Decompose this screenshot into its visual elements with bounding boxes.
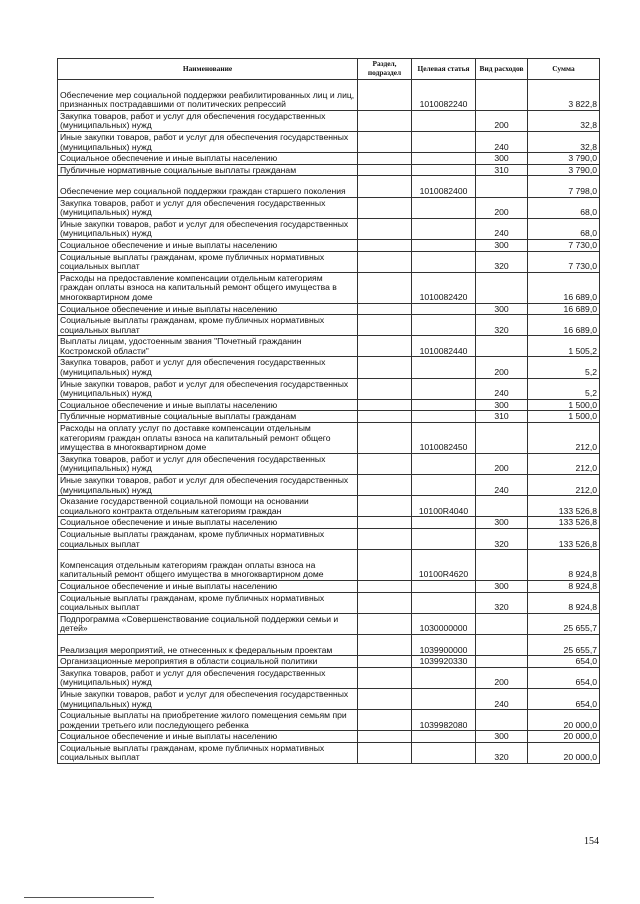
- cell-article: [412, 580, 476, 592]
- table-row: [58, 164, 600, 176]
- cell-name: Иные закупки товаров, работ и услуг для обеспечения государственных (муниципальных) нужд: [58, 688, 358, 709]
- cell-article: [412, 153, 476, 165]
- cell-sum: 8 924,8: [528, 592, 600, 613]
- cell-name: Социальные выплаты гражданам, кроме публичных нормативных социальных выплат: [58, 251, 358, 272]
- cell-article: 1039900000: [412, 634, 476, 655]
- cell-sum: 133 526,8: [528, 517, 600, 529]
- cell-sum: 7 730,0: [528, 239, 600, 251]
- table-row: [58, 550, 600, 581]
- table-row: [58, 218, 600, 239]
- table-header: [58, 59, 600, 80]
- cell-sum: 3 822,8: [528, 80, 600, 111]
- cell-section: [358, 272, 412, 303]
- table-row: [58, 592, 600, 613]
- table-row: [58, 688, 600, 709]
- table-row: [58, 357, 600, 378]
- cell-name: Иные закупки товаров, работ и услуг для обеспечения государственных (муниципальных) нужд: [58, 378, 358, 399]
- cell-section: [358, 423, 412, 454]
- cell-article: 1039982080: [412, 710, 476, 731]
- cell-section: [358, 688, 412, 709]
- cell-section: [358, 251, 412, 272]
- cell-name: Социальное обеспечение и иные выплаты населению: [58, 303, 358, 315]
- cell-name: Социальные выплаты гражданам, кроме публичных нормативных социальных выплат: [58, 315, 358, 336]
- cell-name: Закупка товаров, работ и услуг для обеспечения государственных (муниципальных) нужд: [58, 110, 358, 131]
- table-row: [58, 251, 600, 272]
- cell-article: [412, 399, 476, 411]
- cell-type: 300: [476, 399, 528, 411]
- table-row: [58, 710, 600, 731]
- cell-type: 200: [476, 357, 528, 378]
- cell-article: [412, 667, 476, 688]
- cell-sum: 7 730,0: [528, 251, 600, 272]
- cell-type: 300: [476, 517, 528, 529]
- cell-type: 320: [476, 315, 528, 336]
- cell-name: Закупка товаров, работ и услуг для обеспечения государственных (муниципальных) нужд: [58, 357, 358, 378]
- cell-sum: 5,2: [528, 357, 600, 378]
- cell-article: [412, 517, 476, 529]
- cell-section: [358, 667, 412, 688]
- header-article: Целевая статья: [412, 59, 476, 80]
- table-row: [58, 580, 600, 592]
- cell-type: [476, 634, 528, 655]
- cell-section: [358, 378, 412, 399]
- cell-sum: 16 689,0: [528, 303, 600, 315]
- cell-type: 200: [476, 197, 528, 218]
- cell-section: [358, 153, 412, 165]
- cell-section: [358, 239, 412, 251]
- header-sum: Сумма: [528, 59, 600, 80]
- cell-name: Закупка товаров, работ и услуг для обеспечения государственных (муниципальных) нужд: [58, 197, 358, 218]
- table-body: [58, 80, 600, 764]
- cell-name: Иные закупки товаров, работ и услуг для обеспечения государственных (муниципальных) нужд: [58, 218, 358, 239]
- cell-article: [412, 110, 476, 131]
- cell-sum: 3 790,0: [528, 153, 600, 165]
- cell-sum: 20 000,0: [528, 731, 600, 743]
- header-name: Наименование: [58, 59, 358, 80]
- header-type: Вид расходов: [476, 59, 528, 80]
- cell-article: [412, 315, 476, 336]
- cell-article: 1010082440: [412, 336, 476, 357]
- cell-name: Организационные мероприятия в области социальной политики: [58, 656, 358, 668]
- cell-sum: 20 000,0: [528, 742, 600, 763]
- table-row: [58, 197, 600, 218]
- footer-rule: [24, 897, 154, 898]
- cell-sum: 1 505,2: [528, 336, 600, 357]
- table-row: [58, 399, 600, 411]
- table-row: [58, 453, 600, 474]
- cell-type: [476, 496, 528, 517]
- table-row: [58, 336, 600, 357]
- cell-sum: 16 689,0: [528, 272, 600, 303]
- cell-article: 1010082450: [412, 423, 476, 454]
- cell-name: Реализация мероприятий, не отнесенных к федеральным проектам: [58, 634, 358, 655]
- cell-article: [412, 528, 476, 549]
- table-row: [58, 656, 600, 668]
- cell-article: 10100R4620: [412, 550, 476, 581]
- cell-sum: 5,2: [528, 378, 600, 399]
- cell-type: 320: [476, 251, 528, 272]
- cell-name: Иные закупки товаров, работ и услуг для обеспечения государственных (муниципальных) нужд: [58, 475, 358, 496]
- cell-sum: 212,0: [528, 423, 600, 454]
- cell-type: 240: [476, 378, 528, 399]
- cell-section: [358, 528, 412, 549]
- cell-type: [476, 550, 528, 581]
- cell-type: 310: [476, 164, 528, 176]
- cell-sum: 3 790,0: [528, 164, 600, 176]
- table-row: [58, 110, 600, 131]
- budget-table: [57, 58, 600, 764]
- cell-name: Социальное обеспечение и иные выплаты населению: [58, 517, 358, 529]
- cell-type: 320: [476, 528, 528, 549]
- cell-article: [412, 131, 476, 152]
- cell-name: Оказание государственной социальной помощи на основании социального контракта отдельным категориям граждан: [58, 496, 358, 517]
- cell-section: [358, 218, 412, 239]
- table-row: [58, 411, 600, 423]
- table-row: [58, 517, 600, 529]
- cell-sum: 654,0: [528, 667, 600, 688]
- cell-type: [476, 80, 528, 111]
- cell-article: [412, 742, 476, 763]
- table-row: [58, 131, 600, 152]
- cell-name: Социальное обеспечение и иные выплаты населению: [58, 731, 358, 743]
- cell-article: [412, 592, 476, 613]
- table-row: [58, 272, 600, 303]
- cell-section: [358, 634, 412, 655]
- cell-sum: 32,8: [528, 131, 600, 152]
- cell-type: 320: [476, 592, 528, 613]
- cell-name: Социальное обеспечение и иные выплаты населению: [58, 239, 358, 251]
- cell-section: [358, 411, 412, 423]
- cell-article: [412, 197, 476, 218]
- cell-section: [358, 399, 412, 411]
- table-row: [58, 475, 600, 496]
- cell-type: 240: [476, 475, 528, 496]
- cell-section: [358, 475, 412, 496]
- cell-article: [412, 303, 476, 315]
- cell-type: 320: [476, 742, 528, 763]
- cell-article: 1030000000: [412, 613, 476, 634]
- cell-name: Социальное обеспечение и иные выплаты населению: [58, 580, 358, 592]
- cell-article: [412, 731, 476, 743]
- cell-article: 1039920330: [412, 656, 476, 668]
- table-row: [58, 528, 600, 549]
- cell-sum: 16 689,0: [528, 315, 600, 336]
- table-row: [58, 742, 600, 763]
- cell-section: [358, 303, 412, 315]
- cell-sum: 1 500,0: [528, 399, 600, 411]
- cell-section: [358, 742, 412, 763]
- table-row: [58, 303, 600, 315]
- cell-name: Расходы на оплату услуг по доставке компенсации отдельным категориям граждан оплаты взноса на капитальный ремонт общего имущества в многоквартирном доме: [58, 423, 358, 454]
- cell-sum: 133 526,8: [528, 528, 600, 549]
- cell-type: 200: [476, 667, 528, 688]
- cell-name: Публичные нормативные социальные выплаты гражданам: [58, 411, 358, 423]
- cell-article: [412, 411, 476, 423]
- table-row: [58, 176, 600, 197]
- cell-type: 300: [476, 731, 528, 743]
- cell-section: [358, 550, 412, 581]
- cell-type: 240: [476, 131, 528, 152]
- table-row: [58, 80, 600, 111]
- cell-sum: 68,0: [528, 218, 600, 239]
- cell-type: 240: [476, 218, 528, 239]
- cell-sum: 1 500,0: [528, 411, 600, 423]
- cell-section: [358, 110, 412, 131]
- cell-article: 1010082240: [412, 80, 476, 111]
- cell-type: 240: [476, 688, 528, 709]
- cell-name: Обеспечение мер социальной поддержки реабилитированных лиц и лиц, признанных пострадавшими от политических репрессий: [58, 80, 358, 111]
- table-row: [58, 153, 600, 165]
- cell-type: [476, 272, 528, 303]
- cell-name: Подпрограмма «Совершенствование социальной поддержки семьи и детей»: [58, 613, 358, 634]
- cell-section: [358, 613, 412, 634]
- cell-name: Социальное обеспечение и иные выплаты населению: [58, 399, 358, 411]
- cell-section: [358, 453, 412, 474]
- cell-section: [358, 176, 412, 197]
- table-row: [58, 315, 600, 336]
- cell-article: [412, 218, 476, 239]
- table-row: [58, 496, 600, 517]
- cell-section: [358, 517, 412, 529]
- cell-article: 1010082420: [412, 272, 476, 303]
- cell-name: Публичные нормативные социальные выплаты гражданам: [58, 164, 358, 176]
- cell-sum: 133 526,8: [528, 496, 600, 517]
- cell-name: Социальные выплаты гражданам, кроме публичных нормативных социальных выплат: [58, 742, 358, 763]
- page-number: 154: [584, 836, 599, 847]
- table-row: [58, 613, 600, 634]
- cell-sum: 20 000,0: [528, 710, 600, 731]
- cell-name: Расходы на предоставление компенсации отдельным категориям граждан оплаты взноса на капитальный ремонт общего имущества в многоквартирном доме: [58, 272, 358, 303]
- cell-section: [358, 80, 412, 111]
- cell-sum: 25 655,7: [528, 613, 600, 634]
- table-row: [58, 239, 600, 251]
- cell-type: [476, 656, 528, 668]
- cell-name: Компенсация отдельным категориям граждан оплаты взноса на капитальный ремонт общего имущества в многоквартирном доме: [58, 550, 358, 581]
- cell-sum: 32,8: [528, 110, 600, 131]
- cell-section: [358, 710, 412, 731]
- cell-name: Социальные выплаты гражданам, кроме публичных нормативных социальных выплат: [58, 528, 358, 549]
- table-row: [58, 378, 600, 399]
- cell-article: [412, 239, 476, 251]
- cell-type: [476, 613, 528, 634]
- cell-sum: 212,0: [528, 475, 600, 496]
- cell-type: 310: [476, 411, 528, 423]
- header-row: [58, 59, 600, 80]
- cell-section: [358, 197, 412, 218]
- cell-name: Выплаты лицам, удостоенным звания "Почетный гражданин Костромской области": [58, 336, 358, 357]
- cell-article: [412, 357, 476, 378]
- cell-name: Закупка товаров, работ и услуг для обеспечения государственных (муниципальных) нужд: [58, 453, 358, 474]
- cell-article: [412, 453, 476, 474]
- cell-type: 300: [476, 580, 528, 592]
- cell-sum: 654,0: [528, 688, 600, 709]
- cell-section: [358, 357, 412, 378]
- cell-type: 300: [476, 303, 528, 315]
- cell-name: Закупка товаров, работ и услуг для обеспечения государственных (муниципальных) нужд: [58, 667, 358, 688]
- cell-section: [358, 592, 412, 613]
- cell-sum: 8 924,8: [528, 550, 600, 581]
- cell-sum: 68,0: [528, 197, 600, 218]
- cell-type: 200: [476, 110, 528, 131]
- cell-name: Социальные выплаты на приобретение жилого помещения семьям при рождении третьего или последующего ребенка: [58, 710, 358, 731]
- cell-name: Иные закупки товаров, работ и услуг для обеспечения государственных (муниципальных) нужд: [58, 131, 358, 152]
- cell-type: 300: [476, 153, 528, 165]
- cell-name: Социальные выплаты гражданам, кроме публичных нормативных социальных выплат: [58, 592, 358, 613]
- table-row: [58, 667, 600, 688]
- header-section: Раздел, подраздел: [358, 59, 412, 80]
- cell-article: 10100R4040: [412, 496, 476, 517]
- cell-section: [358, 164, 412, 176]
- cell-type: [476, 710, 528, 731]
- cell-type: [476, 176, 528, 197]
- cell-section: [358, 731, 412, 743]
- table-row: [58, 731, 600, 743]
- cell-type: 300: [476, 239, 528, 251]
- cell-article: 1010082400: [412, 176, 476, 197]
- cell-type: 200: [476, 453, 528, 474]
- cell-sum: 8 924,8: [528, 580, 600, 592]
- cell-type: [476, 336, 528, 357]
- table-row: [58, 634, 600, 655]
- cell-sum: 212,0: [528, 453, 600, 474]
- cell-section: [358, 315, 412, 336]
- cell-article: [412, 688, 476, 709]
- cell-name: Социальное обеспечение и иные выплаты населению: [58, 153, 358, 165]
- cell-section: [358, 496, 412, 517]
- cell-section: [358, 131, 412, 152]
- cell-article: [412, 475, 476, 496]
- table-row: [58, 423, 600, 454]
- cell-section: [358, 336, 412, 357]
- cell-sum: 7 798,0: [528, 176, 600, 197]
- cell-article: [412, 378, 476, 399]
- cell-sum: 25 655,7: [528, 634, 600, 655]
- cell-name: Обеспечение мер социальной поддержки граждан старшего поколения: [58, 176, 358, 197]
- cell-article: [412, 251, 476, 272]
- cell-article: [412, 164, 476, 176]
- cell-type: [476, 423, 528, 454]
- cell-section: [358, 580, 412, 592]
- cell-sum: 654,0: [528, 656, 600, 668]
- cell-section: [358, 656, 412, 668]
